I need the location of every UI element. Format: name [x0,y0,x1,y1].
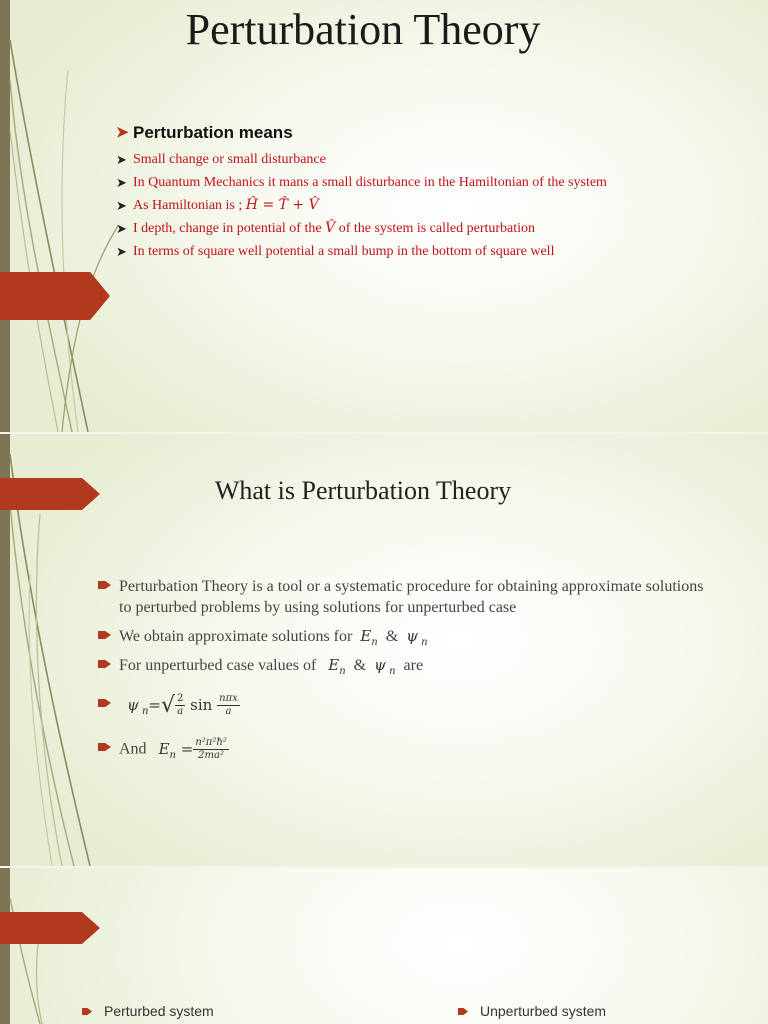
ampersand: & [385,628,399,645]
list-item [98,735,718,773]
list-item-text: Unperturbed system [480,1003,607,1019]
decorative-stems-icon [0,868,120,1024]
list-item [116,148,607,171]
arrowhead-bullet-icon: ➤ [116,175,127,190]
wavefunction-equation: ψ $_n$=√ $\frac{2}{a}$ sin $\frac{\text{nπx}}{a}$ [127,692,238,718]
list-item-text: As Hamiltonian is ; [133,198,243,213]
psi-symbol: ψ $_n$ [374,656,396,677]
slide-title: Perturbation Theory [185,5,541,54]
unperturbed-system-item [458,1003,606,1019]
red-arrow-bullet-icon [98,699,111,707]
bullet-list [116,122,607,263]
slide-title: What is Perturbation Theory [214,476,512,505]
list-item-text: In terms of square well potential a small bump in the bottom of square well [133,244,555,259]
red-arrow-bullet-icon [82,1008,92,1015]
ampersand: & [353,657,367,674]
arrowhead-bullet-icon: ➤ [116,244,127,259]
list-item-text: Small change or small disturbance [133,152,326,167]
list-item [98,687,718,735]
list-item-text: For unperturbed case values of [119,657,317,674]
energy-symbol: $E_n$ [328,656,346,677]
red-arrow-bullet-icon [98,581,111,589]
list-item-text: of the system is called perturbation [338,221,536,236]
list-item-text: are [403,657,424,674]
red-arrow-bullet-icon [98,631,111,639]
list-item [98,655,718,687]
arrowhead-bullet-icon: ➤ [116,198,127,213]
list-item [116,194,607,217]
decorative-stems-icon [0,0,120,432]
bullet-list [98,576,718,773]
arrowhead-bullet-icon: ➤ [116,221,127,236]
list-item-text: And [119,740,147,758]
list-item [98,576,718,622]
energy-symbol: $E_n$ [360,627,378,648]
red-arrow-bullet-icon [98,743,111,751]
heading-text: Perturbation means [133,123,293,142]
list-item [98,626,718,655]
slide-tab-marker [0,272,110,320]
arrowhead-bullet-icon: ➤ [116,124,129,141]
energy-equation: $E_n$ = $\frac{\text{n²π²ħ²}}{\text{2ma²}}$ [158,737,227,761]
arrowhead-bullet-icon: ➤ [116,152,127,167]
perturbed-system-item [82,1003,214,1019]
potential-symbol: V̂ [325,220,336,236]
list-item-text: Perturbation Theory is a tool or a systematic procedure for obtaining approximate solutions to perturbed problems by using solutions for unperturbed case [119,578,704,616]
list-item [116,217,607,240]
hamiltonian-equation: Ĥ = T̂ + V̂ [245,197,319,213]
red-arrow-bullet-icon [98,660,111,668]
list-heading [116,122,607,148]
list-item-text: In Quantum Mechanics it mans a small disturbance in the Hamiltonian of the system [133,175,607,190]
psi-symbol: ψ $_n$ [406,627,428,648]
slide-3 [0,868,768,1024]
list-item-text: I depth, change in potential of the [133,221,322,236]
slide-tab-marker [0,912,100,944]
list-item [116,240,607,263]
list-item-text: Perturbed system [104,1003,214,1019]
list-item [116,171,607,194]
list-item-text: We obtain approximate solutions for [119,628,353,645]
red-arrow-bullet-icon [458,1008,468,1015]
slide-1 [0,0,768,432]
